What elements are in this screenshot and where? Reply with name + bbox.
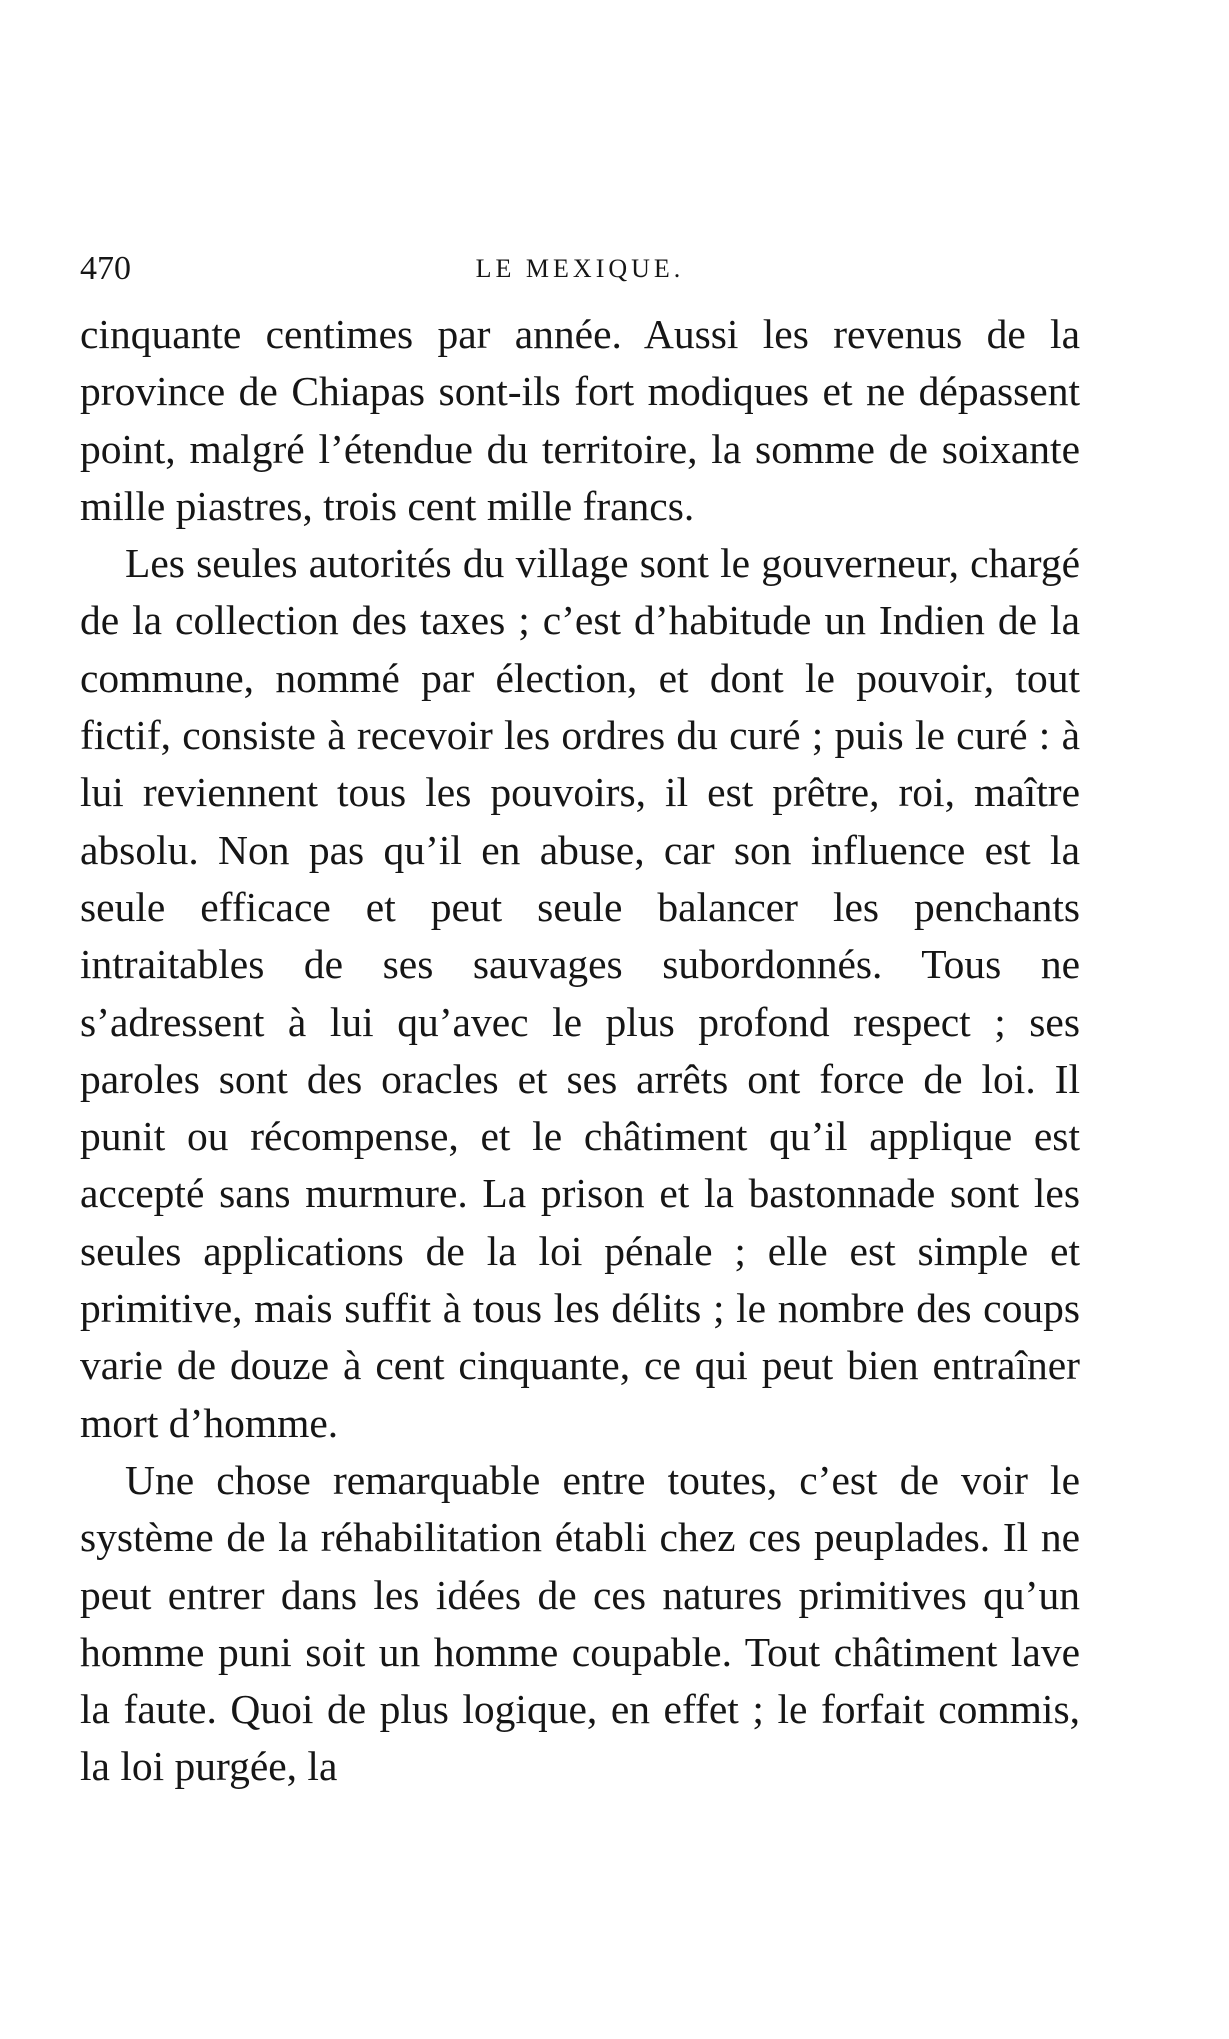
paragraph-rehabilitation: Une chose remarquable entre toutes, c’est de voir le système de la réhabilitation établi chez ces peuplades. Il ne peut entrer dans les idées de ces natures primitives qu’un homme puni soit un homme coupable. Tout châtiment lave la faute. Quoi de plus logique, en effet ; le forfait commis, la loi purgée, la <box>80 1456 1080 1790</box>
running-head <box>80 244 1080 294</box>
paragraph-continued: cinquante centimes par année. Aussi les revenus de la province de Chiapas sont-ils fort modiques et ne dépassent point, malgré l’étendue du territoire, la somme de soixante mille piastres, trois cent mille francs. <box>80 311 1080 529</box>
running-title: LE MEXIQUE. <box>475 254 685 283</box>
page-number: 470 <box>80 250 131 287</box>
body-text <box>80 306 1080 1796</box>
paragraph-authorities: Les seules autorités du village sont le gouverneur, chargé de la collection des taxes ; c’est d’habitude un Indien de la commune, nommé par élection, et dont le pouvoir, tout fictif, consiste à recevoir les ordres du curé ; puis le curé : à lui reviennent tous les pouvoirs, il est prêtre, roi, maître absolu. Non pas qu’il en abuse, car son influence est la seule efficace et peut seule balancer les penchants intraitables de ses sauvages subordonnés. Tous ne s’adressent à lui qu’avec le plus profond respect ; ses paroles sont des oracles et ses arrêts ont force de loi. Il punit ou récompense, et le châtiment qu’il applique est accepté sans murmure. La prison et la bastonnade sont les seules applications de la loi pénale ; elle est simple et primitive, mais suffit à tous les délits ; le nombre des coups varie de douze à cent cinquante, ce qui peut bien entraîner mort d’homme. <box>80 540 1080 1446</box>
